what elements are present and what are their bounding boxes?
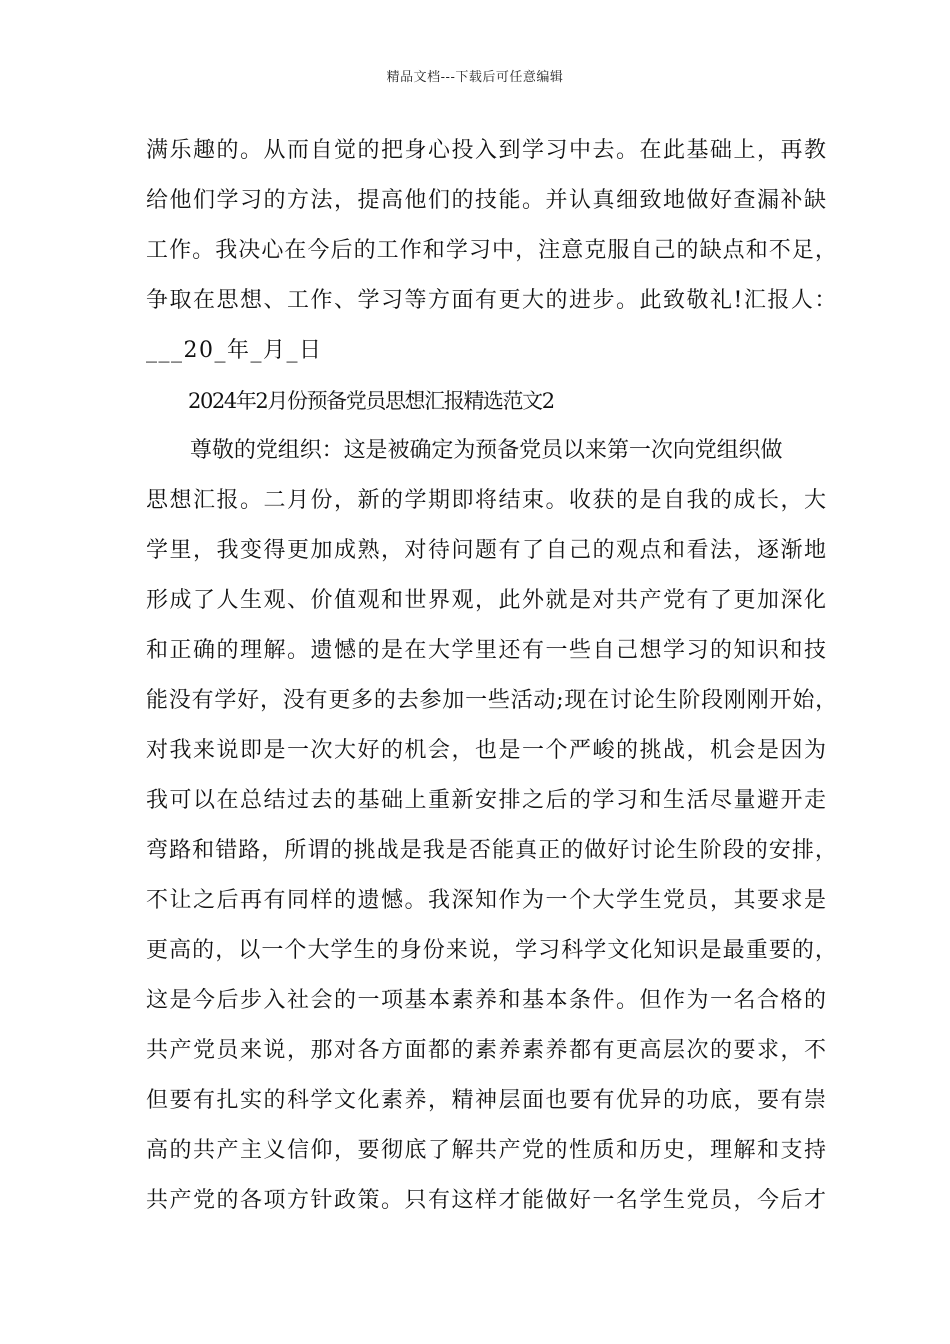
- page-header: 精品文档---下载后可任意编辑: [386, 70, 564, 85]
- paragraph-line: 争取在思想、工作、学习等方面有更大的进步。此致敬礼!汇报人：: [146, 288, 838, 313]
- paragraph-line: 能没有学好，没有更多的去参加一些活动;现在讨论生阶段刚刚开始，: [146, 688, 838, 713]
- section-title: 2024年2月份预备党员思想汇报精选范文2: [188, 389, 554, 413]
- paragraph-line: 共产党的各项方针政策。只有这样才能做好一名学生党员，今后才: [146, 1188, 828, 1213]
- paragraph-line: 和正确的理解。遗憾的是在大学里还有一些自己想学习的知识和技: [146, 638, 828, 663]
- paragraph-line: 尊敬的党组织：这是被确定为预备党员以来第一次向党组织做: [190, 438, 783, 463]
- paragraph-line: 工作。我决心在今后的工作和学习中，注意克服自己的缺点和不足，: [146, 238, 839, 263]
- paragraph-line: 思想汇报。二月份，新的学期即将结束。收获的是自我的成长，大: [146, 488, 828, 513]
- paragraph-line: 更高的，以一个大学生的身份来说，学习科学文化知识是最重要的，: [146, 938, 839, 963]
- paragraph-line: 高的共产主义信仰，要彻底了解共产党的性质和历史，理解和支持: [146, 1138, 828, 1163]
- paragraph-line: 弯路和错路，所谓的挑战是我是否能真正的做好讨论生阶段的安排，: [146, 838, 839, 863]
- paragraph-line: 对我来说即是一次大好的机会，也是一个严峻的挑战，机会是因为: [146, 738, 828, 763]
- paragraph-line: 满乐趣的。从而自觉的把身心投入到学习中去。在此基础上，再教: [146, 138, 828, 163]
- paragraph-line: 共产党员来说，那对各方面都的素养素养都有更高层次的要求，不: [146, 1038, 828, 1063]
- paragraph-line: 给他们学习的方法，提高他们的技能。并认真细致地做好查漏补缺: [146, 188, 828, 213]
- paragraph-line: 学里，我变得更加成熟，对待问题有了自己的观点和看法，逐渐地: [146, 538, 828, 563]
- paragraph-line: 这是今后步入社会的一项基本素养和基本条件。但作为一名合格的: [146, 988, 828, 1013]
- paragraph-line: 形成了人生观、价值观和世界观，此外就是对共产党有了更加深化: [146, 588, 828, 613]
- date-line: ___20_年_月_日: [146, 338, 323, 363]
- paragraph-line: 我可以在总结过去的基础上重新安排之后的学习和生活尽量避开走: [146, 788, 828, 813]
- paragraph-line: 但要有扎实的科学文化素养，精神层面也要有优异的功底，要有崇: [146, 1088, 828, 1113]
- paragraph-line: 不让之后再有同样的遗憾。我深知作为一个大学生党员，其要求是: [146, 888, 828, 913]
